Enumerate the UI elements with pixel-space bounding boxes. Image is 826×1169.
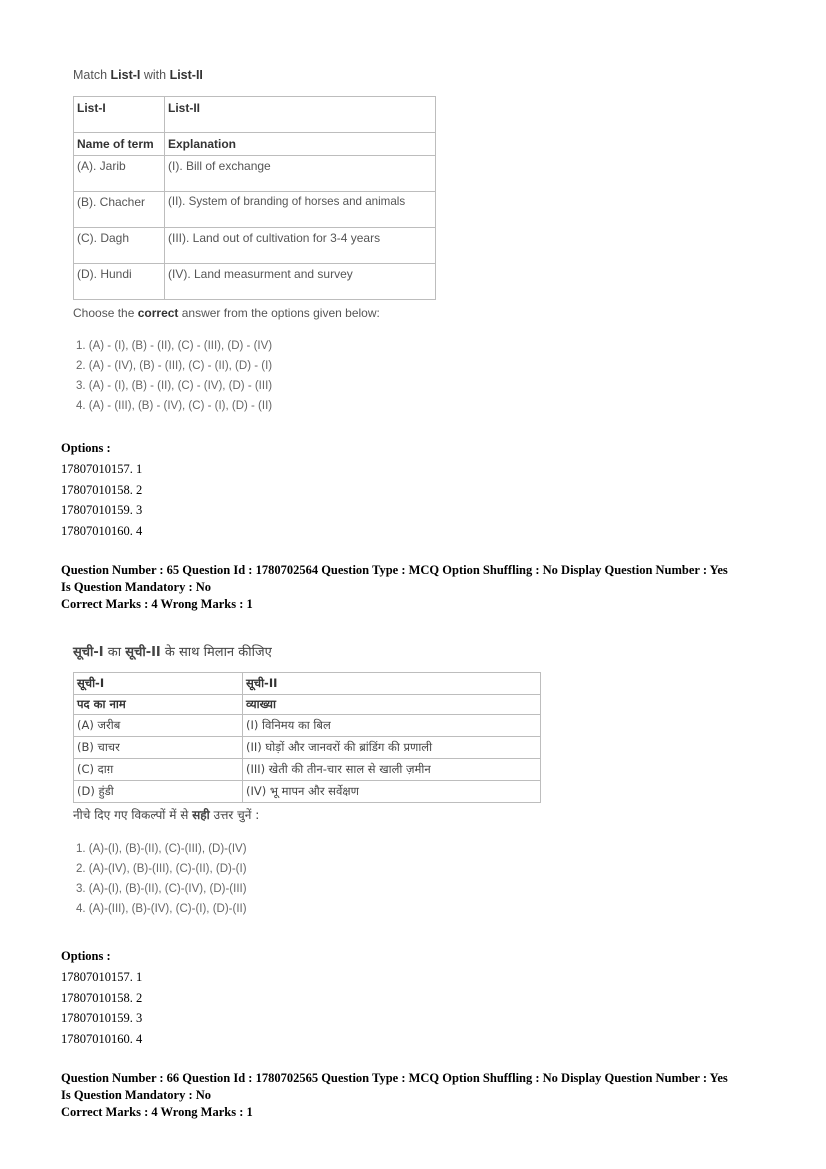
- q65-answer-list: [73, 839, 543, 919]
- option-item: 17807010158. 2: [61, 990, 143, 1005]
- list-item: 2. (A) - (IV), (B) - (III), (C) - (II), (D) - (I): [76, 360, 273, 372]
- option-item: 17807010159. 3: [61, 1011, 143, 1025]
- option-item: 17807010157. 1: [61, 462, 143, 476]
- options-label: Options :: [61, 949, 111, 963]
- table-row: (D). Hundi (IV). Land measurment and survey: [74, 264, 436, 300]
- list-item: 3. (A) - (I), (B) - (II), (C) - (IV), (D) - (III): [76, 380, 273, 392]
- table-row: List-I List-II: [74, 97, 436, 133]
- question-marks: Correct Marks : 4 Wrong Marks : 1: [61, 1105, 253, 1119]
- q64-options: [61, 440, 142, 541]
- list-item: 1. (A)-(I), (B)-(II), (C)-(III), (D)-(IV): [76, 843, 247, 855]
- option-item: 17807010160. 4: [61, 523, 143, 538]
- table-row: (A) जरीब (I) विनिमय का बिल: [74, 715, 541, 737]
- q65-match-table: [73, 672, 541, 803]
- table-row: पद का नाम व्याख्या: [74, 695, 541, 715]
- options-label: Options :: [61, 441, 111, 455]
- q65-choose-instruction: नीचे दिए गए विकल्पों में से सही उत्तर चुनें :: [73, 808, 260, 822]
- list-item: 4. (A) - (III), (B) - (IV), (C) - (I), (D) - (II): [76, 400, 273, 412]
- table-row: (B). Chacher (II). System of branding of horses and animals: [74, 192, 436, 228]
- option-item: 17807010160. 4: [61, 1031, 143, 1046]
- question-mandatory: Is Question Mandatory : No: [61, 1088, 212, 1102]
- table-row: (B) चाचर (II) घोड़ों और जानवरों की ब्रांडिंग की प्रणाली: [74, 737, 541, 759]
- option-item: 17807010159. 3: [61, 503, 143, 517]
- table-row: (C). Dagh (III). Land out of cultivation for 3-4 years: [74, 228, 436, 264]
- q64-choose-instruction: Choose the correct answer from the options given below:: [73, 306, 380, 320]
- q65-meta: [61, 562, 728, 613]
- option-item: 17807010157. 1: [61, 970, 143, 984]
- table-row: (D) हुंडी (IV) भू मापन और सर्वेक्षण: [74, 781, 541, 803]
- table-row: सूची-I सूची-II: [74, 673, 541, 695]
- q65-options: [61, 948, 142, 1049]
- question-header: Question Number : 65 Question Id : 1780702564 Question Type : MCQ Option Shuffling : No Display Question Number : Yes: [61, 563, 728, 577]
- table-row: Name of term Explanation: [74, 133, 436, 156]
- table-row: (A). Jarib (I). Bill of exchange: [74, 156, 436, 192]
- list-item: 3. (A)-(I), (B)-(II), (C)-(IV), (D)-(III): [76, 883, 247, 895]
- option-item: 17807010158. 2: [61, 482, 143, 497]
- list-item: 2. (A)-(IV), (B)-(III), (C)-(II), (D)-(I): [76, 863, 247, 875]
- list-item: 1. (A) - (I), (B) - (II), (C) - (III), (D) - (IV): [76, 340, 273, 352]
- question-mandatory: Is Question Mandatory : No: [61, 580, 212, 594]
- q64-question-image: [73, 68, 443, 416]
- q64-instruction: Match List-I with List-II: [73, 68, 203, 82]
- q65-instruction: सूची-I का सूची-II के साथ मिलान कीजिए: [73, 645, 272, 660]
- list-item: 4. (A)-(III), (B)-(IV), (C)-(I), (D)-(II): [76, 903, 247, 915]
- q64-match-table: [73, 96, 436, 300]
- q65-question-image: [73, 642, 543, 919]
- q64-answer-list: [73, 336, 443, 416]
- q66-meta: [61, 1070, 728, 1121]
- table-row: (C) दाग़ (III) खेती की तीन-चार साल से खाली ज़मीन: [74, 759, 541, 781]
- question-header: Question Number : 66 Question Id : 1780702565 Question Type : MCQ Option Shuffling : No Display Question Number : Yes: [61, 1071, 728, 1085]
- question-marks: Correct Marks : 4 Wrong Marks : 1: [61, 597, 253, 611]
